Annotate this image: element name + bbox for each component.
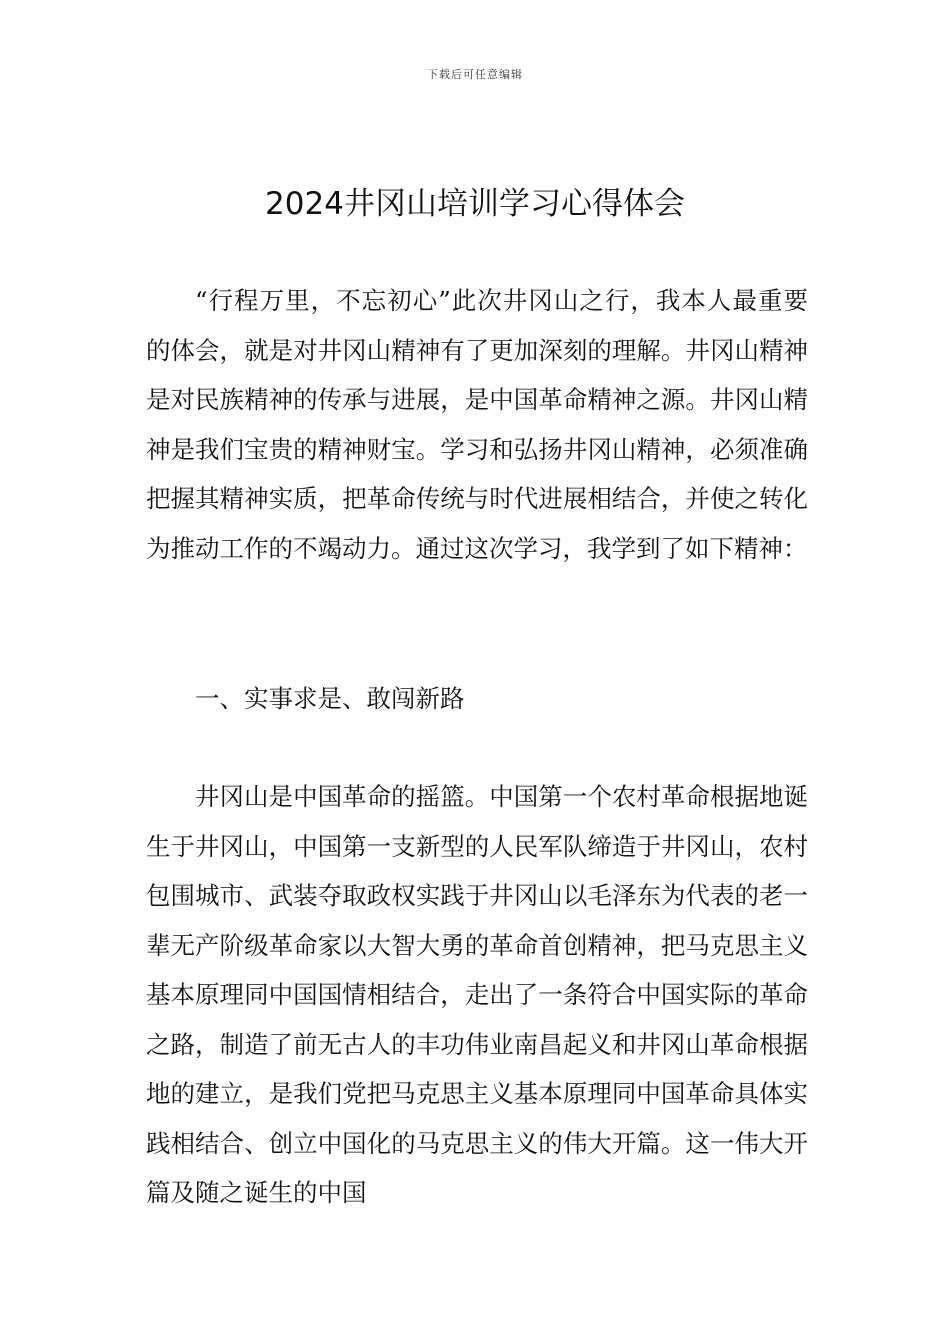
- header-note: 下载后可任意编辑: [427, 68, 523, 81]
- paragraph-intro: “行程万里，不忘初心”此次井冈山之行，我本人最重要的体会，就是对井冈山精神有了更加深刻的理解。井冈山精神是对民族精神的传承与进展，是中国革命精神之源。井冈山精神是我们宝贵的精神财宝。学习和弘扬井冈山精神，必须准确把握其精神实质，把革命传统与时代进展相结合，并使之转化为推动工作的不竭动力。通过这次学习，我学到了如下精神：: [146, 286, 808, 563]
- document-title: 2024井冈山培训学习心得体会: [265, 186, 685, 222]
- paragraph-section-1: 井冈山是中国革命的摇篮。中国第一个农村革命根据地诞生于井冈山，中国第一支新型的人民军队缔造于井冈山，农村包围城市、武装夺取政权实践于井冈山以毛泽东为代表的老一辈无产阶级革命家以大智大勇的革命首创精神，把马克思主义基本原理同中国国情相结合，走出了一条符合中国实际的革命之路，制造了前无古人的丰功伟业南昌起义和井冈山革命根据地的建立，是我们党把马克思主义基本原理同中国革命具体实践相结合、创立中国化的马克思主义的伟大开篇。这一伟大开篇及随之诞生的中国: [146, 782, 808, 1207]
- section-heading-1: 一、实事求是、敢闯新路: [195, 684, 465, 713]
